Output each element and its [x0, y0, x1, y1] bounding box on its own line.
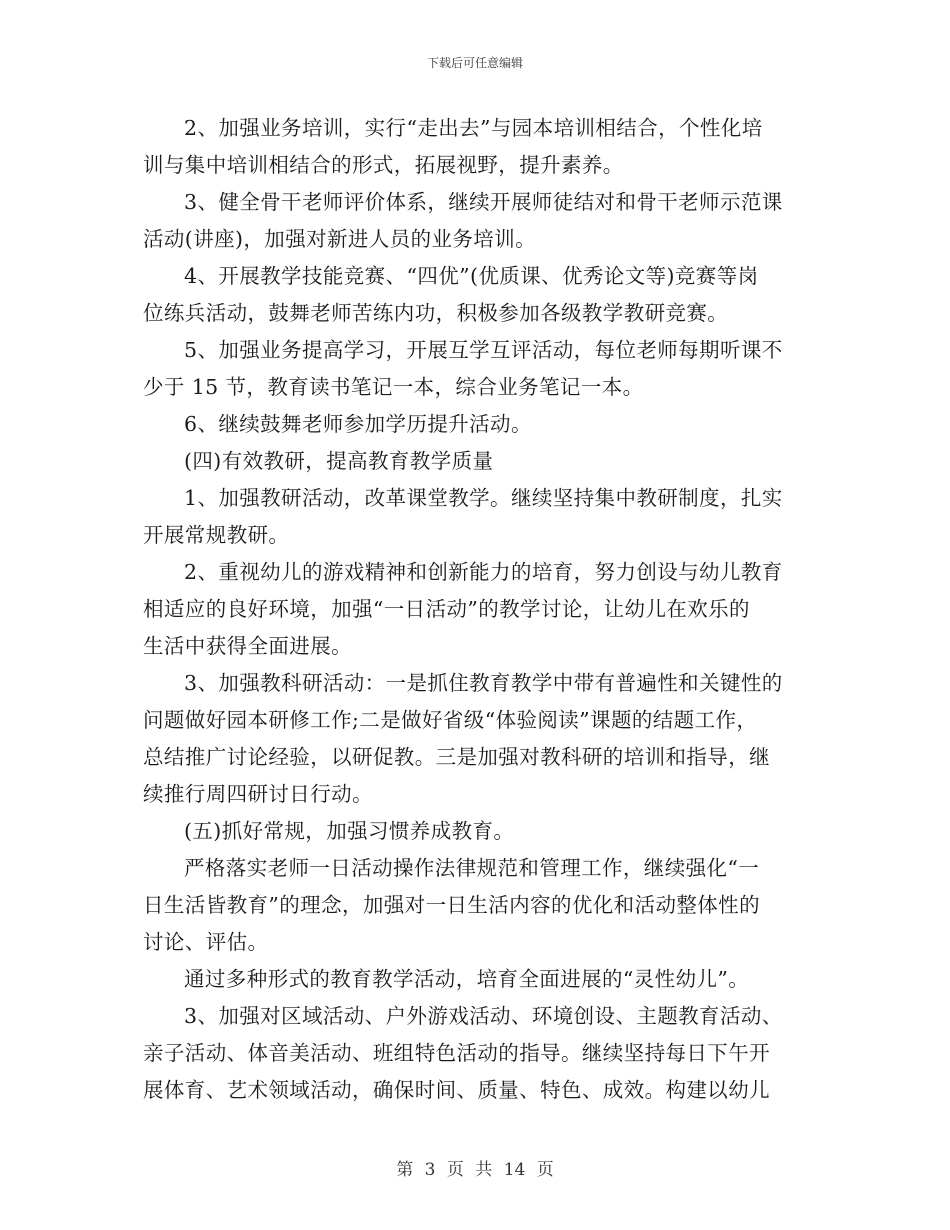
paragraph-line: 问题做好园本研修工作;二是做好省级“体验阅读”课题的结题工作， [143, 708, 758, 732]
paragraph-line: 2、加强业务培训，实行“走出去”与园本培训相结合，个性化培 [184, 116, 763, 140]
body-paragraph [143, 332, 808, 406]
body-paragraph [143, 554, 808, 665]
paragraph-line: 3、加强对区域活动、户外游戏活动、环境创设、主题教育活动、 [184, 1004, 783, 1028]
paragraph-line: 4、开展教学技能竞赛、“四优”(优质课、优秀论文等)竞赛等岗 [184, 264, 759, 288]
body-paragraph [143, 813, 808, 850]
body-paragraph [143, 480, 808, 554]
body-paragraph [143, 443, 808, 480]
paragraph-line: 续推行周四研讨日行动。 [143, 782, 373, 806]
paragraph-line: 3、健全骨干老师评价体系，继续开展师徒结对和骨干老师示范课 [184, 190, 783, 214]
body-paragraph [143, 184, 808, 258]
paragraph-line: 展体育、艺术领域活动，确保时间、质量、特色、成效。构建以幼儿 [143, 1078, 770, 1102]
paragraph-line: 3、加强教科研活动：一是抓住教育教学中带有普遍性和关键性的 [184, 671, 783, 695]
paragraph-line: 相适应的良好环境，加强“一日活动”的教学讨论，让幼儿在欢乐的 [143, 597, 750, 621]
paragraph-line: 日生活皆教育”的理念，加强对一日生活内容的优化和活动整体性的 [143, 893, 760, 917]
paragraph-line: 训与集中培训相结合的形式，拓展视野，提升素养。 [143, 153, 624, 177]
body-paragraph [143, 258, 808, 332]
paragraph-line: 亲子活动、体音美活动、班组特色活动的指导。继续坚持每日下午开 [143, 1041, 770, 1065]
paragraph-line: 2、重视幼儿的游戏精神和创新能力的培育，努力创设与幼儿教育 [184, 560, 783, 584]
body-paragraph [143, 961, 808, 998]
paragraph-line: 讨论、评估。 [143, 930, 269, 954]
page-header-note: 下载后可任意编辑 [426, 56, 523, 70]
body-paragraph [143, 665, 808, 813]
paragraph-line: 通过多种形式的教育教学活动，培育全面进展的“灵性幼儿”。 [184, 967, 750, 991]
body-paragraph [143, 850, 808, 961]
paragraph-line: 总结推广讨论经验，以研促教。三是加强对教科研的培训和指导，继 [143, 745, 770, 769]
paragraph-line: 活动(讲座)，加强对新进人员的业务培训。 [143, 227, 536, 251]
body-paragraph [143, 110, 808, 184]
paragraph-line: 开展常规教研。 [143, 523, 290, 547]
paragraph-line: 6、继续鼓舞老师参加学历提升活动。 [184, 412, 532, 436]
body-paragraph [143, 998, 808, 1109]
document-body [143, 110, 808, 1109]
paragraph-line: 5、加强业务提高学习，开展互学互评活动，每位老师每期听课不 [184, 338, 783, 362]
paragraph-line: (五)抓好常规，加强习惯养成教育。 [184, 819, 515, 843]
paragraph-line: 1、加强教研活动，改革课堂教学。继续坚持集中教研制度，扎实 [184, 486, 783, 510]
paragraph-line: 位练兵活动，鼓舞老师苦练内功，积极参加各级教学教研竞赛。 [143, 301, 729, 325]
paragraph-line: 生活中获得全面进展。 [143, 634, 352, 658]
paragraph-line: 严格落实老师一日活动操作法律规范和管理工作，继续强化“一 [184, 856, 760, 880]
body-paragraph [143, 406, 808, 443]
page-number: 第 3 页 共 14 页 [396, 1160, 554, 1180]
paragraph-line: (四)有效教研，提高教育教学质量 [184, 449, 494, 473]
paragraph-line: 少于 15 节，教育读书笔记一本，综合业务笔记一本。 [143, 375, 644, 399]
